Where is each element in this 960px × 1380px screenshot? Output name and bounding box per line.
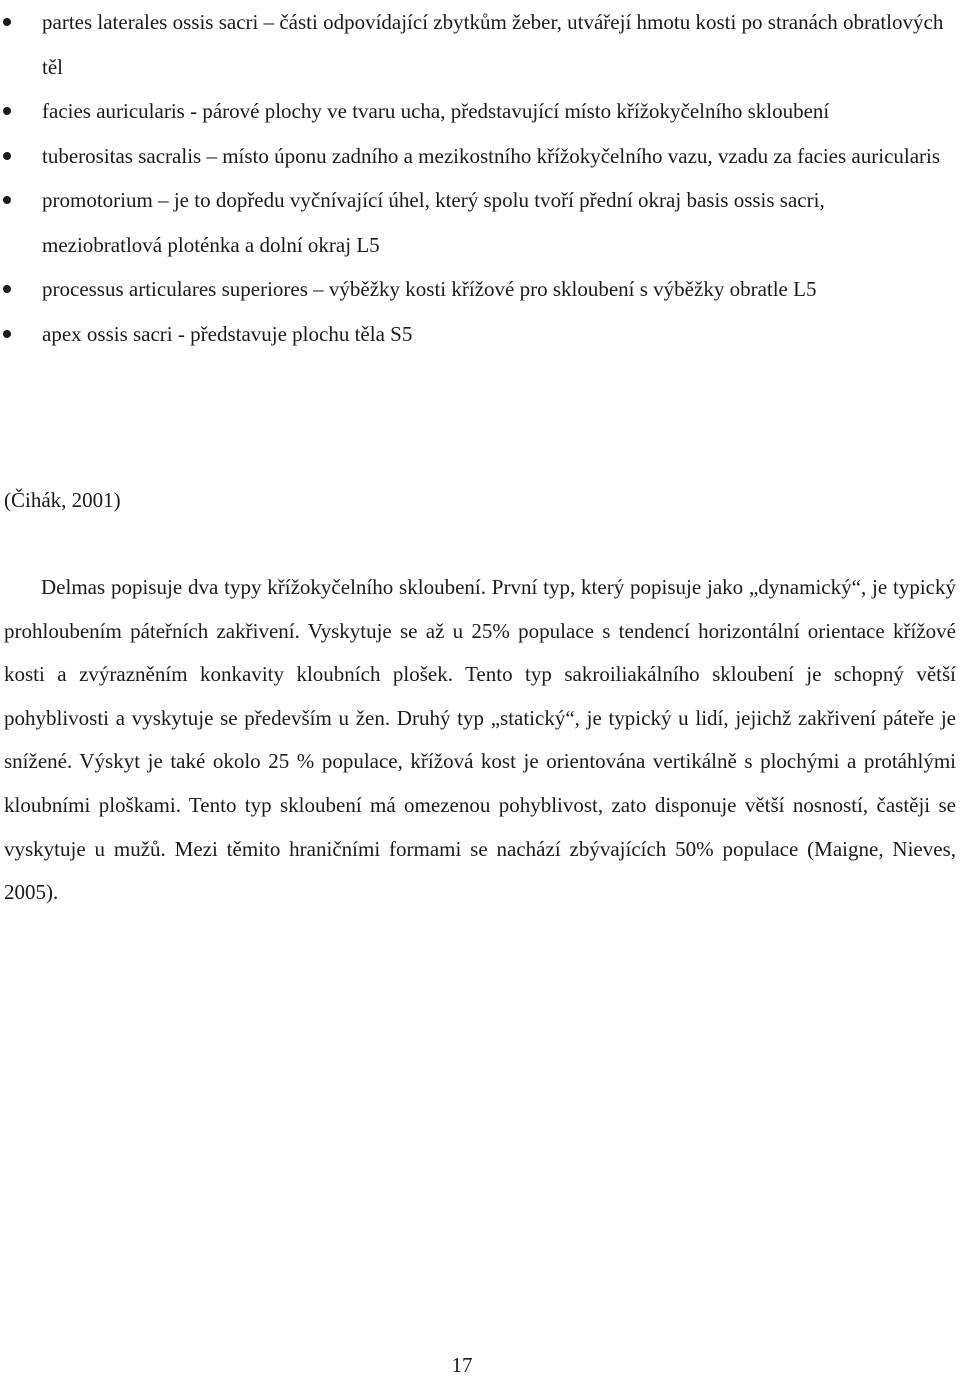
bullet-icon (3, 152, 11, 160)
list-item (0, 0, 960, 89)
list-item-text: processus articulares superiores – výběžky kosti křížové pro skloubení s výběžky obratle L5 (42, 277, 817, 301)
list-item-text: partes laterales ossis sacri – části odpovídající zbytkům žeber, utvářejí hmotu kosti po stranách obratlových těl (42, 10, 944, 79)
list-item (0, 267, 960, 312)
list-item-text: apex ossis sacri - představuje plochu těla S5 (42, 321, 413, 346)
list-item (0, 134, 960, 179)
bullet-icon (3, 107, 11, 115)
list-item-text: tuberositas sacralis – místo úponu zadního a mezikostního křížokyčelního vazu, vzadu za facies auricularis (42, 143, 941, 168)
bullet-list (0, 0, 960, 356)
list-item (0, 178, 960, 267)
bullet-icon (3, 330, 11, 338)
bullet-icon (3, 285, 11, 293)
list-item-text: facies auricularis - párové plochy ve tvaru ucha, představující místo křížokyčelního skloubení (42, 99, 830, 123)
citation: (Čihák, 2001) (4, 488, 121, 512)
page-number: 17 (451, 1353, 473, 1377)
bullet-icon (3, 18, 11, 26)
list-item (0, 89, 960, 134)
body-paragraph: Delmas popisuje dva typy křížokyčelního skloubení. První typ, který popisuje jako „dynamický“, je typický prohloubením páteřních zakřivení. Vyskytuje se až u 25% populace s tendencí horizontální orientace křížové kosti a zvýrazněním konkavity kloubních plošek. Tento typ sakroiliakálního skloubení je schopný větší pohyblivosti a vyskytuje se především u žen. Druhý typ „statický“, je typický u lidí, jejichž zakřivení páteře je snížené. Výskyt je také okolo 25 % populace, křížová kost je orientována vertikálně s plochými a protáhlými kloubními ploškami. Tento typ skloubení má omezenou pohyblivost, zato disponuje větší nosností, častěji se vyskytuje u mužů. Mezi těmito hraničními formami se nachází zbývajících 50% populace (Maigne, Nieves, 2005). (4, 575, 956, 905)
list-item (0, 312, 960, 357)
bullet-icon (3, 196, 11, 204)
list-item-text: promotorium – je to dopředu vyčnívající úhel, který spolu tvoří přední okraj basis ossis sacri, meziobratlová ploténka a dolní okraj L5 (42, 188, 825, 257)
